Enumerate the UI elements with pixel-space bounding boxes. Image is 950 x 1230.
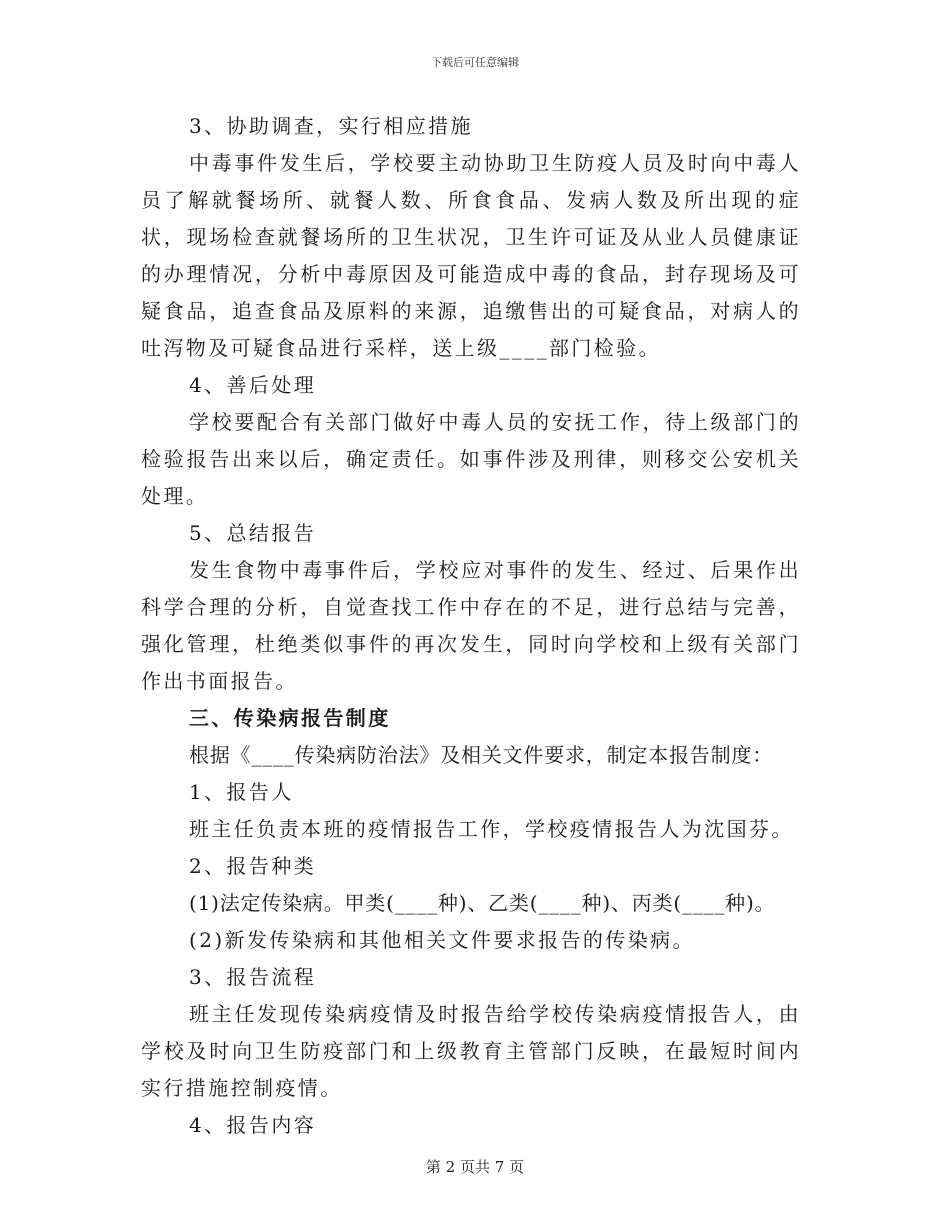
section-4-title: 4、善后处理	[189, 373, 317, 397]
report-types-title: 2、报告种类	[189, 854, 317, 878]
section-3-title: 3、协助调查，实行相应措施	[189, 114, 473, 138]
reporter-title: 1、报告人	[189, 780, 294, 804]
part-3-intro: 根据《____传染病防治法》及相关文件要求，制定本报告制度：	[189, 743, 773, 767]
section-3-paragraph: 中毒事件发生后，学校要主动协助卫生防疫人员及时向中毒人员了解就餐场所、就餐人数、所食食品、发病人数及所出现的症状，现场检查就餐场所的卫生状况，卫生许可证及从业人员健康证的办理情况，分析中毒原因及可能造成中毒的食品，封存现场及可疑食品，追查食品及原料的来源，追缴售出的可疑食品，对病人的吐泻物及可疑食品进行采样，送上级____部门检验。	[141, 151, 801, 360]
page-footer: 第 2 页共 7 页	[425, 1158, 525, 1176]
page-body	[141, 108, 801, 1144]
report-types-item-1: (1)法定传染病。甲类(____种)、乙类(____种)、丙类(____种)。	[189, 891, 776, 915]
section-4-paragraph: 学校要配合有关部门做好中毒人员的安抚工作，待上级部门的检验报告出来以后，确定责任。如事件涉及刑律，则移交公安机关处理。	[141, 410, 801, 508]
report-process-paragraph: 班主任发现传染病疫情及时报告给学校传染病疫情报告人，由学校及时向卫生防疫部门和上级教育主管部门反映，在最短时间内实行措施控制疫情。	[141, 1002, 801, 1100]
page-header: 下载后可任意编辑	[431, 56, 519, 69]
reporter-text: 班主任负责本班的疫情报告工作，学校疫情报告人为沈国芬。	[189, 817, 794, 841]
part-3-heading: 三、传染病报告制度	[189, 706, 391, 730]
section-5-paragraph: 发生食物中毒事件后，学校应对事件的发生、经过、后果作出科学合理的分析，自觉查找工作中存在的不足，进行总结与完善，强化管理，杜绝类似事件的再次发生，同时向学校和上级有关部门作出书面报告。	[141, 558, 801, 693]
report-types-item-2: (2)新发传染病和其他相关文件要求报告的传染病。	[189, 928, 695, 952]
report-process-title: 3、报告流程	[189, 965, 317, 989]
report-content-title: 4、报告内容	[189, 1113, 317, 1137]
section-5-title: 5、总结报告	[189, 521, 317, 545]
